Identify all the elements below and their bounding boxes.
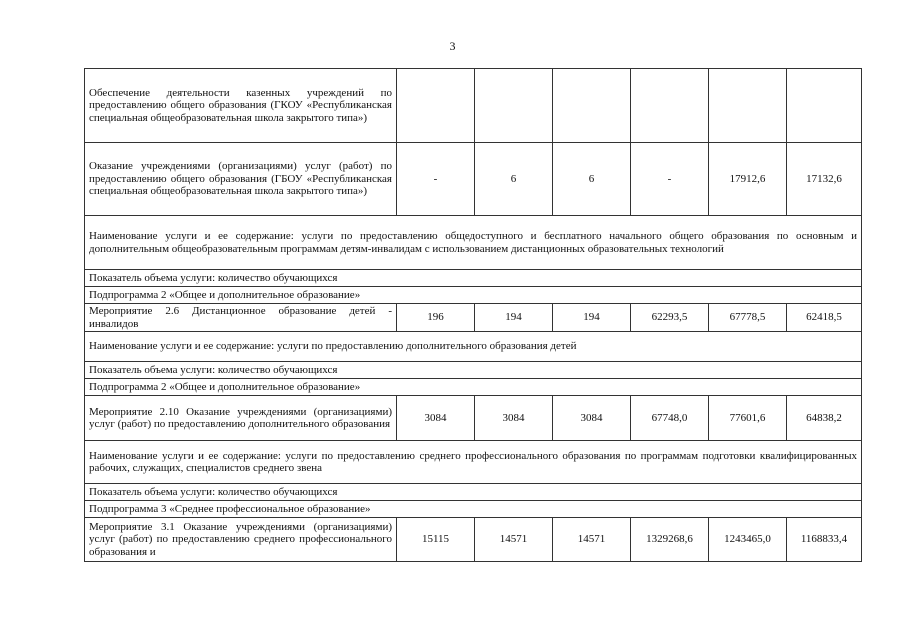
table-row bbox=[85, 518, 862, 562]
row-description: Мероприятие 2.6 Дистанционное образование детей - инвалидов bbox=[85, 304, 397, 332]
row-description: Мероприятие 2.10 Оказание учреждениями (организациями) услуг (работ) по предоставлению дополнительного образования bbox=[85, 396, 397, 441]
service-name-row: Наименование услуги и ее содержание: услуги по предоставлению среднего профессионального образования по программам подготовки квалифицированных рабочих, служащих, специалистов среднего звена bbox=[85, 441, 862, 484]
table-row bbox=[85, 362, 862, 379]
table-row bbox=[85, 332, 862, 362]
value-cell: 1243465,0 bbox=[709, 518, 787, 562]
value-cell: 14571 bbox=[475, 518, 553, 562]
value-cell: 3084 bbox=[397, 396, 475, 441]
row-description: Мероприятие 3.1 Оказание учреждениями (организациями) услуг (работ) по предоставлению среднего профессионального образования и bbox=[85, 518, 397, 562]
value-cell: 3084 bbox=[475, 396, 553, 441]
volume-indicator-row: Показатель объема услуги: количество обучающихся bbox=[85, 362, 862, 379]
table-row bbox=[85, 379, 862, 396]
value-cell: 14571 bbox=[553, 518, 631, 562]
table-row bbox=[85, 441, 862, 484]
value-cell: 17912,6 bbox=[709, 143, 787, 216]
table-row bbox=[85, 396, 862, 441]
table-row bbox=[85, 69, 862, 143]
value-cell: - bbox=[631, 143, 709, 216]
value-cell: 194 bbox=[475, 304, 553, 332]
table-row bbox=[85, 287, 862, 304]
value-cell: 6 bbox=[553, 143, 631, 216]
value-cell: 6 bbox=[475, 143, 553, 216]
table-row bbox=[85, 484, 862, 501]
subprogram-row: Подпрограмма 3 «Среднее профессиональное образование» bbox=[85, 501, 862, 518]
value-cell bbox=[787, 69, 862, 143]
value-cell bbox=[553, 69, 631, 143]
volume-indicator-row: Показатель объема услуги: количество обучающихся bbox=[85, 270, 862, 287]
value-cell: 64838,2 bbox=[787, 396, 862, 441]
value-cell bbox=[631, 69, 709, 143]
value-cell: 1168833,4 bbox=[787, 518, 862, 562]
value-cell: 194 bbox=[553, 304, 631, 332]
page-number: 3 bbox=[449, 39, 456, 53]
value-cell: 62418,5 bbox=[787, 304, 862, 332]
budget-table bbox=[84, 68, 862, 562]
value-cell: 67778,5 bbox=[709, 304, 787, 332]
value-cell: 196 bbox=[397, 304, 475, 332]
value-cell bbox=[709, 69, 787, 143]
value-cell: 62293,5 bbox=[631, 304, 709, 332]
value-cell bbox=[475, 69, 553, 143]
table-row bbox=[85, 501, 862, 518]
service-name-row: Наименование услуги и ее содержание: услуги по предоставлению общедоступного и бесплатного начального общего образования по основным и дополнительным общеобразовательным программам детям-инвалидам с использованием дистанционных образовательных технологий bbox=[85, 216, 862, 270]
value-cell: - bbox=[397, 143, 475, 216]
row-description: Обеспечение деятельности казенных учреждений по предоставлению общего образования (ГКОУ «Республиканская специальная общеобразовательная школа закрытого типа») bbox=[85, 69, 397, 143]
subprogram-row: Подпрограмма 2 «Общее и дополнительное образование» bbox=[85, 287, 862, 304]
row-description: Оказание учреждениями (организациями) услуг (работ) по предоставлению общего образования (ГБОУ «Республиканская специальная общеобразовательная школа закрытого типа») bbox=[85, 143, 397, 216]
table-row bbox=[85, 143, 862, 216]
subprogram-row: Подпрограмма 2 «Общее и дополнительное образование» bbox=[85, 379, 862, 396]
value-cell: 15115 bbox=[397, 518, 475, 562]
table-row bbox=[85, 304, 862, 332]
value-cell bbox=[397, 69, 475, 143]
table-row bbox=[85, 216, 862, 270]
value-cell: 1329268,6 bbox=[631, 518, 709, 562]
value-cell: 67748,0 bbox=[631, 396, 709, 441]
value-cell: 77601,6 bbox=[709, 396, 787, 441]
value-cell: 3084 bbox=[553, 396, 631, 441]
volume-indicator-row: Показатель объема услуги: количество обучающихся bbox=[85, 484, 862, 501]
value-cell: 17132,6 bbox=[787, 143, 862, 216]
service-name-row: Наименование услуги и ее содержание: услуги по предоставлению дополнительного образования детей bbox=[85, 332, 862, 362]
table-row bbox=[85, 270, 862, 287]
